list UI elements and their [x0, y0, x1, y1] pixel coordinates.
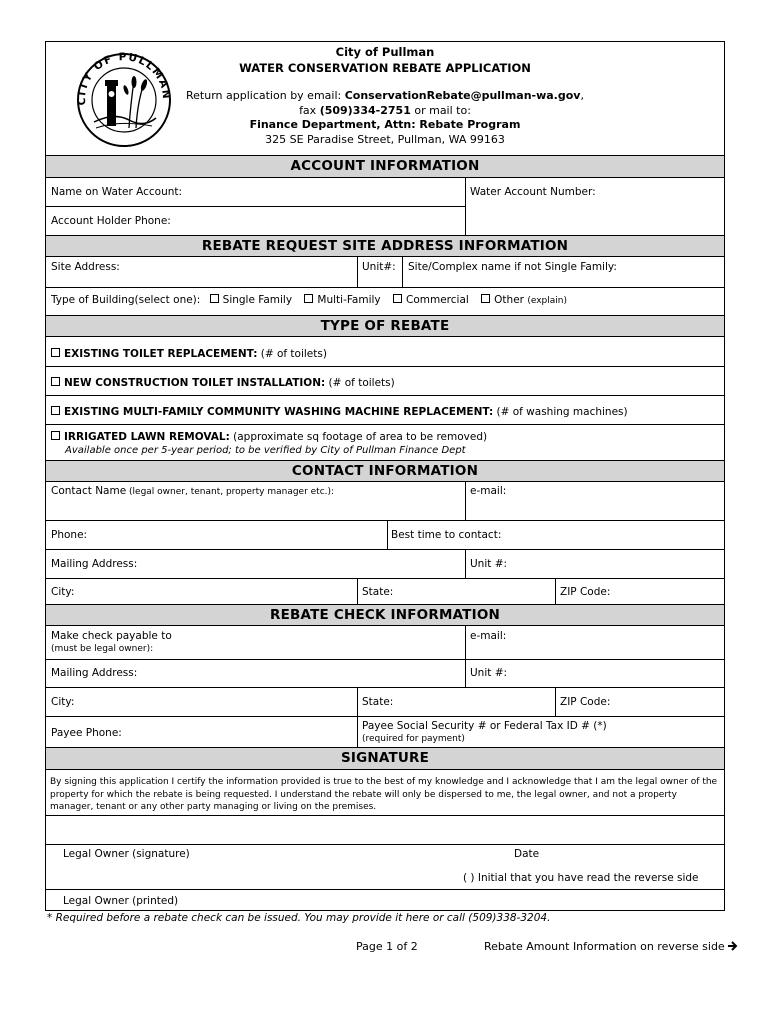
checkbox-icon[interactable] — [51, 406, 60, 415]
checkbox-icon[interactable] — [51, 431, 60, 440]
site-address-label: Site Address: — [51, 261, 120, 273]
check-city-field[interactable] — [46, 688, 357, 716]
building-type-row — [51, 294, 567, 306]
option-label: Single Family — [222, 294, 293, 306]
check-mailing-label: Mailing Address: — [51, 667, 138, 679]
right-arrow-icon — [728, 941, 739, 954]
option-title: NEW CONSTRUCTION TOILET INSTALLATION: — [64, 377, 326, 389]
rebate-option-lawn-removal[interactable] — [51, 431, 487, 443]
checkbox-icon[interactable] — [51, 348, 60, 357]
contact-zip-label: ZIP Code: — [560, 586, 611, 598]
account-phone-field[interactable] — [46, 207, 465, 235]
best-time-label: Best time to contact: — [391, 529, 502, 541]
check-email-label: e-mail: — [470, 630, 507, 642]
check-zip-label: ZIP Code: — [560, 696, 611, 708]
building-type-label: Type of Building(select one): — [51, 294, 201, 306]
section-site-heading: REBATE REQUEST SITE ADDRESS INFORMATION — [46, 235, 724, 257]
contact-phone-field[interactable] — [46, 521, 387, 549]
option-title: EXISTING MULTI-FAMILY COMMUNITY WASHING MACHINE REPLACEMENT: — [64, 406, 494, 418]
initial-reverse-label[interactable]: ( ) Initial that you have read the reverse side — [463, 872, 699, 884]
check-unit-label: Unit #: — [470, 667, 508, 679]
contact-email-field[interactable] — [466, 482, 724, 520]
option-title: EXISTING TOILET REPLACEMENT: — [64, 348, 258, 360]
contact-mailing-label: Mailing Address: — [51, 558, 138, 570]
payable-label: Make check payable to — [51, 630, 172, 642]
option-single-family[interactable] — [210, 294, 292, 306]
account-name-field[interactable] — [46, 178, 465, 206]
option-detail: (# of toilets) — [325, 377, 395, 389]
contact-city-label: City: — [51, 586, 75, 598]
payable-note: (must be legal owner): — [51, 644, 154, 654]
page-number: Page 1 of 2 — [356, 940, 418, 953]
checkbox-icon[interactable] — [210, 294, 219, 303]
best-time-field[interactable] — [388, 521, 724, 549]
section-rebate-type-heading: TYPE OF REBATE — [46, 315, 724, 337]
contact-unit-label: Unit #: — [470, 558, 508, 570]
rebate-option-toilet-replacement[interactable] — [51, 348, 327, 360]
owner-printed-field[interactable] — [46, 866, 446, 889]
option-detail: (# of washing machines) — [493, 406, 628, 418]
owner-printed-label: Legal Owner (printed) — [63, 895, 179, 907]
contact-name-text: Contact Name — [51, 485, 127, 497]
check-unit-field[interactable] — [466, 660, 724, 687]
check-email-field[interactable] — [466, 626, 724, 659]
fax-number: (509)334-2751 — [319, 104, 411, 117]
check-state-label: State: — [362, 696, 394, 708]
check-state-field[interactable] — [358, 688, 555, 716]
contact-mailing-field[interactable] — [46, 550, 465, 578]
ssn-field[interactable] — [358, 717, 724, 747]
payable-field[interactable] — [46, 626, 465, 659]
contact-state-label: State: — [362, 586, 394, 598]
contact-email-label: e-mail: — [470, 485, 507, 497]
payee-phone-field[interactable] — [46, 717, 357, 747]
required-note: * Required before a rebate check can be issued. You may provide it here or call (509)338-3204. — [47, 912, 551, 924]
option-commercial[interactable] — [393, 294, 469, 306]
reverse-side-note — [484, 940, 739, 954]
site-address-field[interactable] — [46, 257, 357, 287]
section-check-heading: REBATE CHECK INFORMATION — [46, 604, 724, 626]
contact-unit-field[interactable] — [466, 550, 724, 578]
checkbox-icon[interactable] — [481, 294, 490, 303]
seal-ring-text: CITY OF PULLMAN — [75, 51, 173, 106]
lawn-removal-note: Available once per 5-year period; to be verified by City of Pullman Finance Dept — [65, 445, 466, 456]
rebate-email-link[interactable]: ConservationRebate@pullman-wa.gov — [344, 89, 581, 102]
payee-phone-label: Payee Phone: — [51, 727, 122, 739]
option-multi-family[interactable] — [304, 294, 380, 306]
contact-name-note: (legal owner, tenant, property manager etc.): — [126, 487, 335, 497]
account-phone-label: Account Holder Phone: — [51, 215, 171, 227]
fax-line — [46, 104, 724, 119]
rebate-application-form — [45, 41, 725, 911]
checkbox-icon[interactable] — [304, 294, 313, 303]
owner-signature-label: Legal Owner (signature) — [63, 848, 190, 860]
option-detail: (approximate sq footage of area to be removed) — [229, 431, 488, 443]
owner-signature-field[interactable] — [46, 816, 724, 844]
rebate-option-new-construction[interactable] — [51, 377, 395, 389]
ssn-label: Payee Social Security # or Federal Tax ID # (*) — [362, 720, 607, 732]
option-label: Commercial — [406, 294, 469, 306]
account-name-label: Name on Water Account: — [51, 186, 183, 198]
checkbox-icon[interactable] — [51, 377, 60, 386]
return-prefix: Return application by email: — [186, 89, 345, 102]
fax-suffix: or mail to: — [410, 104, 471, 117]
reverse-note-text: Rebate Amount Information on reverse side — [484, 940, 725, 953]
option-title: IRRIGATED LAWN REMOVAL: — [64, 431, 230, 443]
site-unit-label: Unit#: — [362, 261, 396, 273]
contact-zip-field[interactable] — [556, 579, 724, 604]
account-number-label: Water Account Number: — [470, 186, 596, 198]
org-name: City of Pullman — [335, 45, 435, 59]
date-label: Date — [514, 848, 540, 860]
site-unit-field[interactable] — [358, 257, 402, 287]
option-label: Other — [494, 294, 524, 306]
section-signature-heading: SIGNATURE — [46, 747, 724, 770]
other-note: (explain) — [527, 296, 567, 306]
option-other[interactable] — [481, 294, 567, 306]
option-detail: (# of toilets) — [257, 348, 327, 360]
mail-to: Finance Department, Attn: Rebate Program — [249, 118, 521, 131]
email-suffix: , — [580, 89, 584, 102]
fax-prefix: fax — [299, 104, 320, 117]
contact-city-field[interactable] — [46, 579, 357, 604]
site-complex-label: Site/Complex name if not Single Family: — [408, 261, 617, 273]
certify-text: By signing this application I certify the information provided is true to the best of my knowledge and I acknowledge that I am the legal owner of the property for which the rebate is being requested. I understand the rebate will only be dispersed to me, the legal owner, and not a property manager, tenant or any other party managing or living on the premises. — [50, 777, 718, 812]
contact-state-field[interactable] — [358, 579, 555, 604]
option-label: Multi-Family — [317, 294, 381, 306]
check-city-label: City: — [51, 696, 75, 708]
return-instructions — [46, 89, 724, 104]
checkbox-icon[interactable] — [393, 294, 402, 303]
site-complex-field[interactable] — [403, 257, 724, 287]
section-contact-heading: CONTACT INFORMATION — [46, 460, 724, 482]
check-mailing-field[interactable] — [46, 660, 465, 687]
rebate-option-washing-machine[interactable] — [51, 406, 628, 418]
check-zip-field[interactable] — [556, 688, 724, 716]
form-title: WATER CONSERVATION REBATE APPLICATION — [239, 61, 531, 75]
contact-name-field[interactable] — [46, 482, 465, 520]
ssn-note: (required for payment) — [362, 734, 465, 744]
account-number-field[interactable] — [466, 178, 724, 235]
street-address: 325 SE Paradise Street, Pullman, WA 99163 — [265, 133, 505, 146]
contact-phone-label: Phone: — [51, 529, 88, 541]
section-account-heading: ACCOUNT INFORMATION — [46, 155, 724, 178]
